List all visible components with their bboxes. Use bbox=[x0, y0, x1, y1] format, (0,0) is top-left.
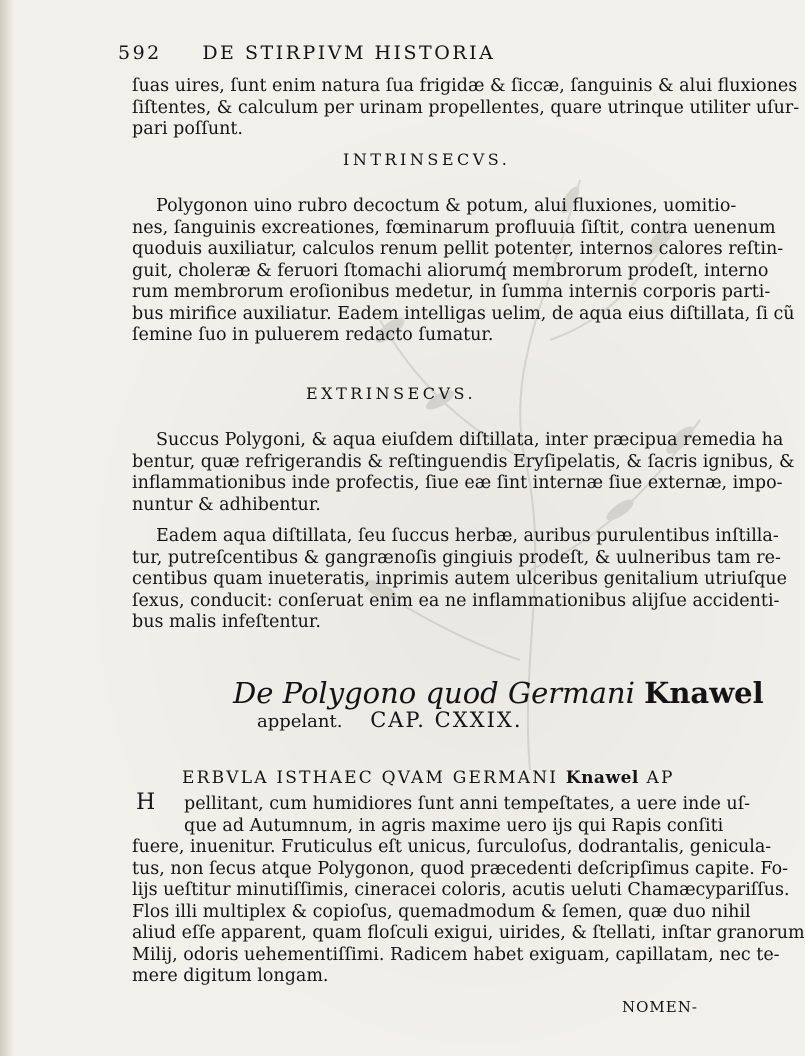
chapter-title bbox=[233, 676, 764, 710]
chapter-number: CAP. CXXIX. bbox=[370, 708, 523, 732]
section-heading-intrinsecus: INTRINSECVS. bbox=[343, 150, 511, 169]
first-line-end: AP bbox=[646, 768, 675, 788]
chapter-first-line bbox=[182, 768, 675, 788]
section-heading-extrinsecus: EXTRINSECVS. bbox=[306, 384, 477, 403]
text-line: rum membrorum eroſionibus medetur, in ſumma internis corporis parti- bbox=[132, 282, 771, 302]
text-line: tur, putreſcentibus & gangrænoſis gingiuis prodeſt, & uulneribus tam re- bbox=[132, 547, 781, 568]
text-line: nes, ſanguinis excreationes, fœminarum profluuia ſiſtit, contra uenenum bbox=[132, 217, 776, 238]
text-line: ſiſtentes, & calculum per urinam propellentes, quare utrinque utiliter uſur- bbox=[132, 97, 800, 118]
text-line: Succus Polygoni, & aqua eiuſdem diſtillata, inter præcipua remedia ha bbox=[156, 430, 784, 450]
text-line: tus, non ſecus atque Polygonon, quod præcedenti deſcripſimus capite. Fo- bbox=[132, 858, 789, 879]
text-line: pari poſſunt. bbox=[132, 119, 243, 139]
text-line: centibus quam inueteratis, inprimis autem ulceribus genitalium utriuſque bbox=[132, 569, 787, 589]
text-line: mere digitum longam. bbox=[132, 966, 329, 986]
running-header bbox=[118, 42, 678, 64]
text-line: que ad Autumnum, in agris maxime uero ijs qui Rapis conſiti bbox=[184, 815, 724, 836]
text-line: Eadem aqua diſtillata, ſeu ſuccus herbæ, auribus purulentibus inſtilla- bbox=[156, 526, 779, 546]
text-line: ſuas uires, ſunt enim natura ſua frigidæ & ſiccæ, ſanguinis & alui fluxiones bbox=[132, 76, 798, 96]
chapter-title-latin: De Polygono quod Germani bbox=[233, 676, 635, 710]
text-line: pellitant, cum humidiores ſunt anni tempeſtates, a uere inde uſ- bbox=[184, 794, 751, 814]
page-number: 592 bbox=[118, 42, 162, 64]
extrinsecus-paragraph-2 bbox=[132, 526, 787, 634]
text-line: inflammationibus inde profectis, ſiue eæ ſint internæ ſiue externæ, impo- bbox=[132, 473, 783, 493]
text-line: bus mirifice auxiliatur. Eadem intelligas uelim, de aqua eius diſtillata, ſi cũ bbox=[132, 303, 795, 324]
chapter-body bbox=[132, 794, 805, 988]
page-gutter-shadow bbox=[0, 0, 14, 1056]
first-line-caps: ERBVLA ISTHAEC QVAM GERMANI bbox=[182, 768, 559, 788]
text-line: quoduis auxiliatur, calculos renum pellit potenter, internos calores reſtin- bbox=[132, 239, 784, 259]
text-line: Flos illi multiplex & copioſus, quemadmodum & ſemen, quæ duo nihil bbox=[132, 901, 751, 922]
text-line: bentur, quæ refrigerandis & reſtinguendis Eryſipelatis, & ſacris ignibus, & bbox=[132, 451, 795, 472]
chapter-title-german: Knawel bbox=[644, 676, 764, 710]
running-title: DE STIRPIVM HISTORIA bbox=[202, 42, 496, 64]
text-line: Polygonon uino rubro decoctum & potum, alui fluxiones, uomitio- bbox=[156, 196, 737, 216]
extrinsecus-paragraph-1 bbox=[132, 430, 795, 516]
text-line: ſemine ſuo in puluerem redacto ſumatur. bbox=[132, 325, 494, 345]
text-line: fuere, inuenitur. Fruticulus eſt unicus, ſurculoſus, dodrantalis, genicula- bbox=[132, 837, 772, 857]
chapter-title-line-2 bbox=[257, 708, 523, 732]
text-line: ſexus, conducit: conſeruat enim ea ne inflammationibus alijſue accidenti- bbox=[132, 590, 780, 611]
chapter-title-continuation: appelant. bbox=[257, 711, 343, 732]
text-line: lijs ueſtitur minutiſſimis, cineracei coloris, acutis ueluti Chamæcypariſſus. bbox=[132, 880, 790, 900]
text-line: nuntur & adhibentur. bbox=[132, 494, 321, 515]
catchword: NOMEN- bbox=[622, 998, 698, 1016]
drop-cap: H bbox=[136, 790, 156, 815]
text-line: bus malis infeſtentur. bbox=[132, 612, 321, 632]
intrinsecus-paragraph bbox=[132, 196, 795, 347]
opening-paragraph bbox=[132, 76, 800, 141]
text-line: aliud eſſe apparent, quam floſculi exigui, uirides, & ſtellati, inſtar granorum bbox=[132, 923, 805, 943]
text-line: guit, choleræ & feruori ſtomachi aliorumq́ membrorum prodeſt, interno bbox=[132, 260, 769, 281]
text-line: Milij, odoris uehementiſſimi. Radicem habet exiguam, capillatam, nec te- bbox=[132, 944, 780, 965]
first-line-german: Knawel bbox=[565, 768, 639, 788]
